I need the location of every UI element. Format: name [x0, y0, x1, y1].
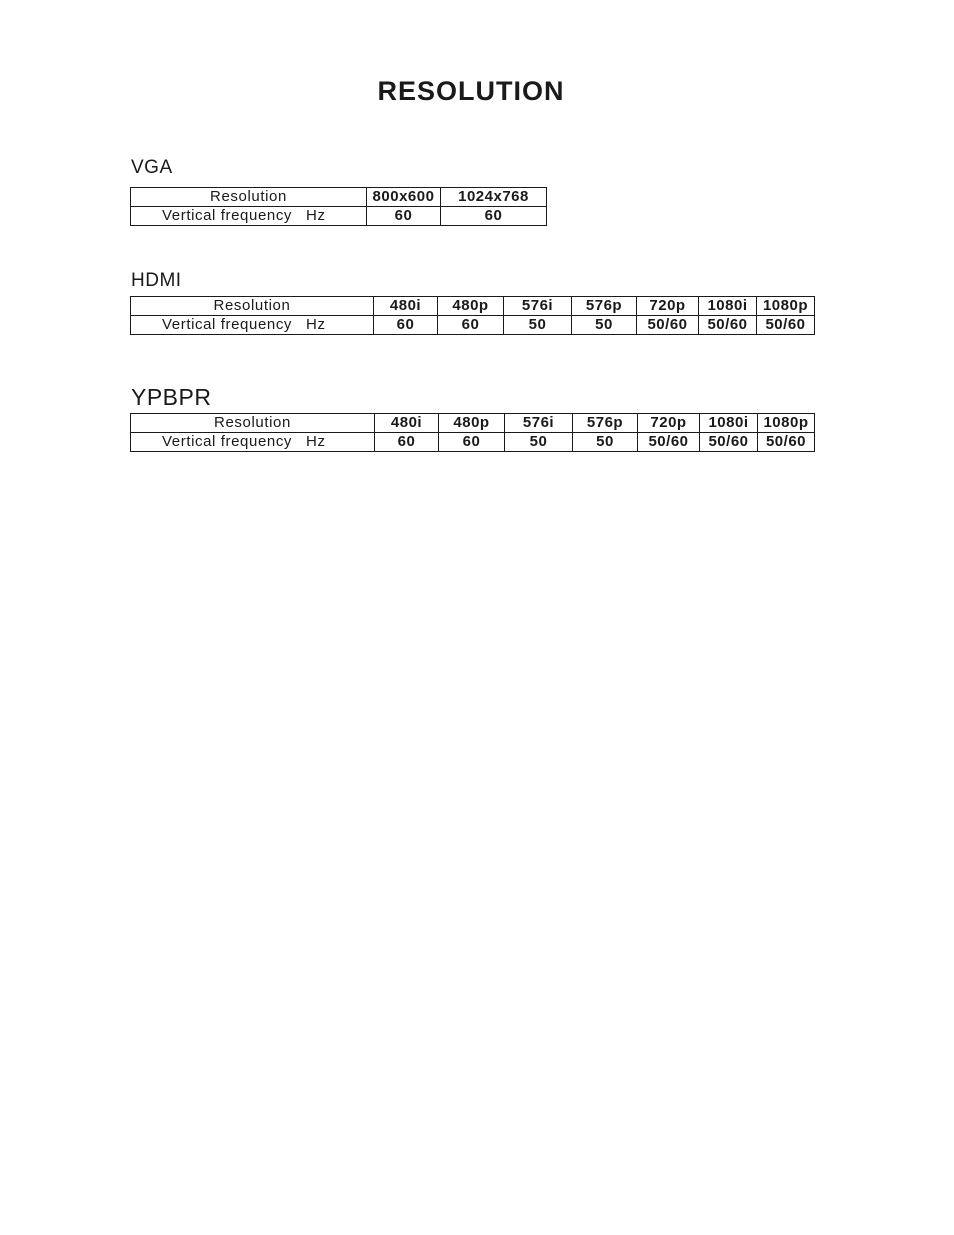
frequency-cell: 50 [505, 433, 573, 452]
resolution-cell: 720p [638, 414, 700, 433]
frequency-label [131, 207, 367, 226]
resolution-cell: 480i [375, 414, 439, 433]
table-row [131, 207, 547, 226]
frequency-cell: 50/60 [758, 433, 815, 452]
resolution-cell: 576i [504, 297, 572, 316]
frequency-label-text: Vertical frequency [162, 207, 293, 224]
frequency-cell: 50 [504, 316, 572, 335]
frequency-cell: 60 [438, 316, 504, 335]
frequency-label-text: Vertical frequency [162, 433, 293, 450]
resolution-cell: 1080p [758, 414, 815, 433]
hdmi-resolution-table [130, 296, 815, 335]
table-row [131, 433, 815, 452]
frequency-cell: 50/60 [700, 433, 758, 452]
table-row [131, 414, 815, 433]
frequency-unit: Hz [306, 316, 326, 333]
resolution-cell: 800x600 [367, 188, 441, 207]
ypbpr-resolution-table [130, 413, 815, 452]
resolution-cell: 720p [637, 297, 699, 316]
table-row [131, 188, 547, 207]
resolution-cell: 1080i [699, 297, 757, 316]
frequency-cell: 50/60 [757, 316, 815, 335]
table-row [131, 297, 815, 316]
resolution-cell: 480i [374, 297, 438, 316]
hdmi-heading: HDMI [131, 270, 182, 291]
frequency-unit: Hz [306, 207, 326, 224]
vga-heading: VGA [131, 157, 173, 178]
frequency-cell: 60 [374, 316, 438, 335]
resolution-cell: 480p [438, 297, 504, 316]
frequency-cell: 50/60 [699, 316, 757, 335]
ypbpr-heading: YPBPR [131, 384, 212, 410]
frequency-cell: 50/60 [637, 316, 699, 335]
table-row [131, 316, 815, 335]
resolution-cell: 576i [505, 414, 573, 433]
vga-resolution-table [130, 187, 547, 226]
resolution-cell: 1080p [757, 297, 815, 316]
frequency-cell: 50 [572, 316, 637, 335]
frequency-cell: 60 [439, 433, 505, 452]
resolution-label: Resolution [131, 414, 375, 433]
frequency-label [131, 433, 375, 452]
frequency-cell: 50 [573, 433, 638, 452]
frequency-label [131, 316, 374, 335]
frequency-cell: 60 [367, 207, 441, 226]
resolution-label: Resolution [131, 297, 374, 316]
resolution-cell: 576p [573, 414, 638, 433]
frequency-cell: 50/60 [638, 433, 700, 452]
resolution-cell: 480p [439, 414, 505, 433]
frequency-label-text: Vertical frequency [162, 316, 293, 333]
frequency-cell: 60 [375, 433, 439, 452]
resolution-label: Resolution [131, 188, 367, 207]
page-title: RESOLUTION [377, 76, 565, 106]
resolution-cell: 1024x768 [441, 188, 547, 207]
frequency-unit: Hz [306, 433, 326, 450]
resolution-cell: 576p [572, 297, 637, 316]
frequency-cell: 60 [441, 207, 547, 226]
resolution-cell: 1080i [700, 414, 758, 433]
